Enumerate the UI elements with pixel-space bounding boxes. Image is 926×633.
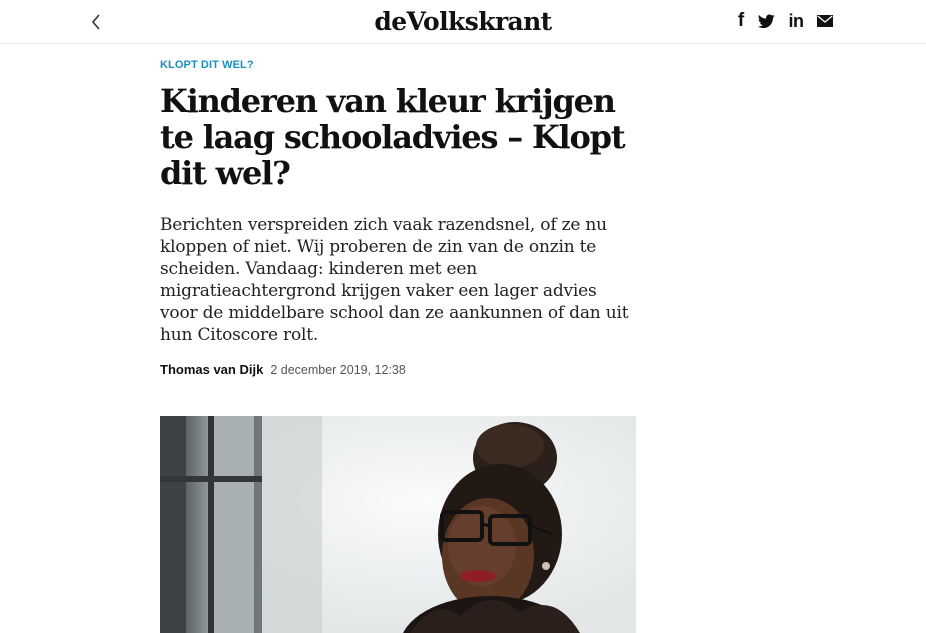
- logo[interactable]: deVolkskrant: [374, 7, 552, 36]
- byline: [160, 362, 640, 377]
- linkedin-icon[interactable]: in: [788, 10, 804, 31]
- top-bar: [0, 0, 926, 44]
- article: [160, 58, 640, 377]
- article-headline: Kinderen van kleur krijgen te laag schooladvies – Klopt dit wel?: [160, 82, 625, 192]
- mail-icon[interactable]: [817, 11, 833, 31]
- hero-image: [160, 416, 636, 633]
- publish-date: 2 december 2019, 12:38: [270, 363, 406, 377]
- author-name[interactable]: Thomas van Dijk: [160, 362, 264, 377]
- share-bar: [735, 11, 833, 31]
- portrait-photo: [160, 416, 636, 633]
- facebook-icon[interactable]: f: [737, 10, 745, 31]
- article-kicker[interactable]: KLOPT DIT WEL?: [160, 59, 254, 71]
- article-lead: Berichten verspreiden zich vaak razendsnel, of ze nu kloppen of niet. Wij proberen de zin van de onzin te scheiden. Vandaag: kinderen met een migratieachtergrond krijgen vaker een lager advies voor de middelbare school dan ze aankunnen of dan uit hun Citoscore rolt.: [160, 215, 629, 345]
- twitter-icon[interactable]: [758, 11, 775, 31]
